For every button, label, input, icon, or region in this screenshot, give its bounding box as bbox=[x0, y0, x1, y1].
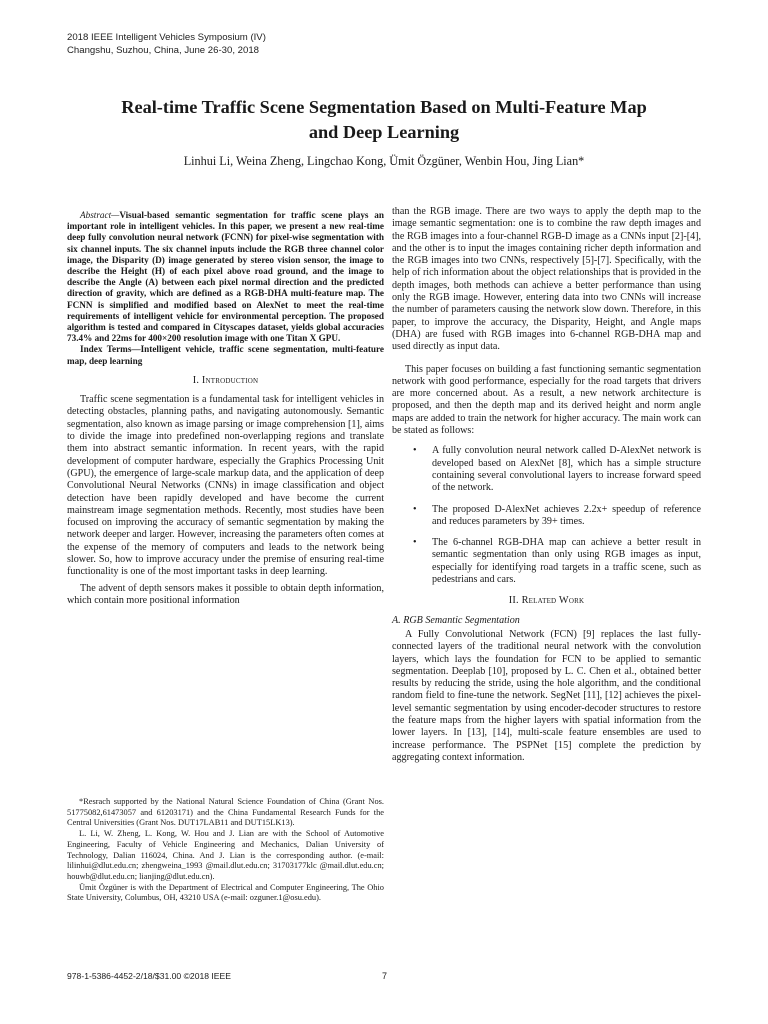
title-line-1: Real-time Traffic Scene Segmentation Based on Multi-Feature Map bbox=[121, 97, 647, 117]
page-number: 7 bbox=[382, 971, 388, 981]
footnote-funding: *Resrach supported by the National Natural Science Foundation of China (Grant Nos. 51775082,61473057 and 61203171) and the China Fundamental Research Funds for the Central Universities (Grant Nos. DUT17LAB11 and DUT15LK13). bbox=[67, 797, 384, 828]
intro-paragraph-1: Traffic scene segmentation is a fundamental task for intelligent vehicles in detecting obstacles, planning paths, and navigating autonomously. Semantic segmentation, also known as image parsing or image comprehension [1], aims to divide the image into predefined non-overlapping regions and translate them into abstract semantic information. In recent years, with the rapid development of computer hardware, especially the Graphics Processing Unit (GPU), the emergence of large-scale markup data, and the application of deep Convolutional Neural Networks (CNNs) in image classification and object detection have been rapidly developed and have become the current mainstream image segmentation methods. Recently, most studies have been focused on improving the accuracy of semantic segmentation by making the network deeper and larger. However, increasing the parameters often comes at the expense of the memory of computers and leads to the network being slower. So, how to improve accuracy under the premise of ensuring real-time functionality is one of the most important tasks in deep learning. bbox=[67, 394, 384, 578]
list-item bbox=[392, 504, 701, 529]
footnote-affiliation-1: L. Li, W. Zheng, L. Kong, W. Hou and J. Lian are with the School of Automotive Engineering, Faculty of Vehicle Engineering and Mechanics, Dalian University of Technology, Dalian 116024, China. And J. Lian is the corresponding author. (e-mail: lilinhui@dlut.edu.cn; zhengweina_1993 @mail.dlut.edu.cn; 31703177klc @mail.dlut.edu.cn; houwb@dlut.edu.cn; lianjing@dlut.edu.cn). bbox=[67, 829, 384, 881]
title-line-2: and Deep Learning bbox=[308, 121, 460, 142]
right-column bbox=[392, 206, 701, 764]
subsection-heading-rgb: A. RGB Semantic Segmentation bbox=[392, 614, 520, 626]
footnotes bbox=[67, 797, 384, 904]
abstract-text: Visual-based semantic segmentation for traffic scene plays an important role in intelligent vehicles. In this paper, we present a new real-time deep fully convolution neural network (FCNN) for pixel-wise segmentation with six channel inputs. The six channel inputs include the RGB three channel color image, the Disparity (D) image generated by stereo vision sensor, the image to describe the Height (H) of each pixel above road ground, and the image to describe the Angle (A) between each pixel normal direction and the predicted direction of gravity, which are defined as a RGB-DHA multi-feature map. The FCNN is simplified and modified based on AlexNet to meet the real-time requirements of intelligent vehicle for environmental perception. The proposed algorithm is tested and compared in Cityscapes dataset, yields global accuracies 73.4% and 22ms for 400×200 resolution image with one Titan X GPU. bbox=[67, 210, 384, 344]
right-paragraph-1: than the RGB image. There are two ways to apply the depth map to the image semantic segmentation: one is to combine the raw depth images and the RGB images into a four-channel RGB-D image as a CNNs input [2]-[4], and the other is to input the images containing richer depth information and the RGB images into two CNNs, respectively [5]-[7]. Specifically, with the help of rich information about the object relationships that is provided in the depth images, both methods can achieve a better performance than using only the RGB image. However, entering data into two CNNs will increase the number of parameters causing the network slow down. Therefore, in this paper, to improve the accuracy, the Disparity, Height, and Angle maps (DHA) are fused with RGB images into 6-channel RGB-DHA map and used directly as input data. bbox=[392, 206, 701, 353]
footnote-affiliation-2: Ümit Özgüner is with the Department of Electrical and Computer Engineering, The Ohio State University, Columbus, OH, 43210 USA (e-mail: ozguner.1@osu.edu). bbox=[67, 882, 384, 903]
author-list: Linhui Li, Weina Zheng, Lingchao Kong, Ümit Özgüner, Wenbin Hou, Jing Lian* bbox=[183, 154, 585, 168]
conference-location: Changshu, Suzhou, China, June 26-30, 2018 bbox=[67, 44, 260, 56]
paper-title bbox=[40, 95, 728, 144]
left-column bbox=[67, 210, 384, 607]
bullet-icon: • bbox=[413, 503, 417, 515]
bullet-icon: • bbox=[413, 537, 417, 549]
conference-name: 2018 IEEE Intelligent Vehicles Symposium (IV) bbox=[67, 32, 266, 43]
abstract-label: Abstract— bbox=[80, 210, 120, 220]
list-item-text: A fully convolution neural network called D-AlexNet network is developed based on AlexNet [8], which has a simple structure containing several convolutional layers to increase forward speed of the network. bbox=[432, 445, 701, 494]
isbn-footer: 978-1-5386-4452-2/18/$31.00 ©2018 IEEE bbox=[67, 971, 232, 981]
list-item-text: The 6-channel RGB-DHA map can achieve a better result in semantic segmentation than only using RGB images as input, especially for identifying road targets in a traffic scene, such as pedestrians and cars. bbox=[432, 537, 701, 586]
list-item bbox=[392, 537, 701, 586]
contribution-list bbox=[392, 445, 701, 586]
abstract bbox=[67, 210, 384, 344]
related-paragraph-1: A Fully Convolutional Network (FCN) [9] replaces the last fully-connected layers of the traditional neural network with the convolution layers, which lays the foundation for FCN to be applied to semantic segmentation. Deeplab [10], proposed by L. C. Chen et al., obtained better results by reducing the stride, using the hole algorithm, and the conditional random field to fine-tune the network. SegNet [11], [12] achieves the pixel-level semantic segmentation by using encoder-decoder structures to restore the feature maps from the higher layers with spatial information from the lower layers. In [13], [14], multi-scale feature ensembles are used to increase performance. The PSPNet [15] complete the prediction by aggregating context information. bbox=[392, 628, 701, 763]
list-item-text: The proposed D-AlexNet achieves 2.2x+ speedup of reference and reduces parameters by 39+ times. bbox=[432, 503, 701, 527]
bullet-icon: • bbox=[413, 445, 417, 457]
list-item bbox=[392, 445, 701, 494]
index-terms: Index Terms—Intelligent vehicle, traffic scene segmentation, multi-feature map, deep learning bbox=[67, 344, 384, 366]
right-paragraph-2: This paper focuses on building a fast functioning semantic segmentation network with good performance, especially for the road targets that drivers are more concerned about. As a result, a new network architecture is proposed, and then the depth map and its derived height and norm angle maps are added to train the network for higher accuracy. The main work can be stated as follows: bbox=[392, 363, 701, 437]
conference-header bbox=[67, 32, 266, 57]
intro-paragraph-2: The advent of depth sensors makes it possible to obtain depth information, which contain more positional information bbox=[67, 582, 384, 606]
section-heading-introduction: I. Introduction bbox=[192, 374, 259, 386]
section-heading-related-work: II. Related Work bbox=[508, 595, 585, 607]
